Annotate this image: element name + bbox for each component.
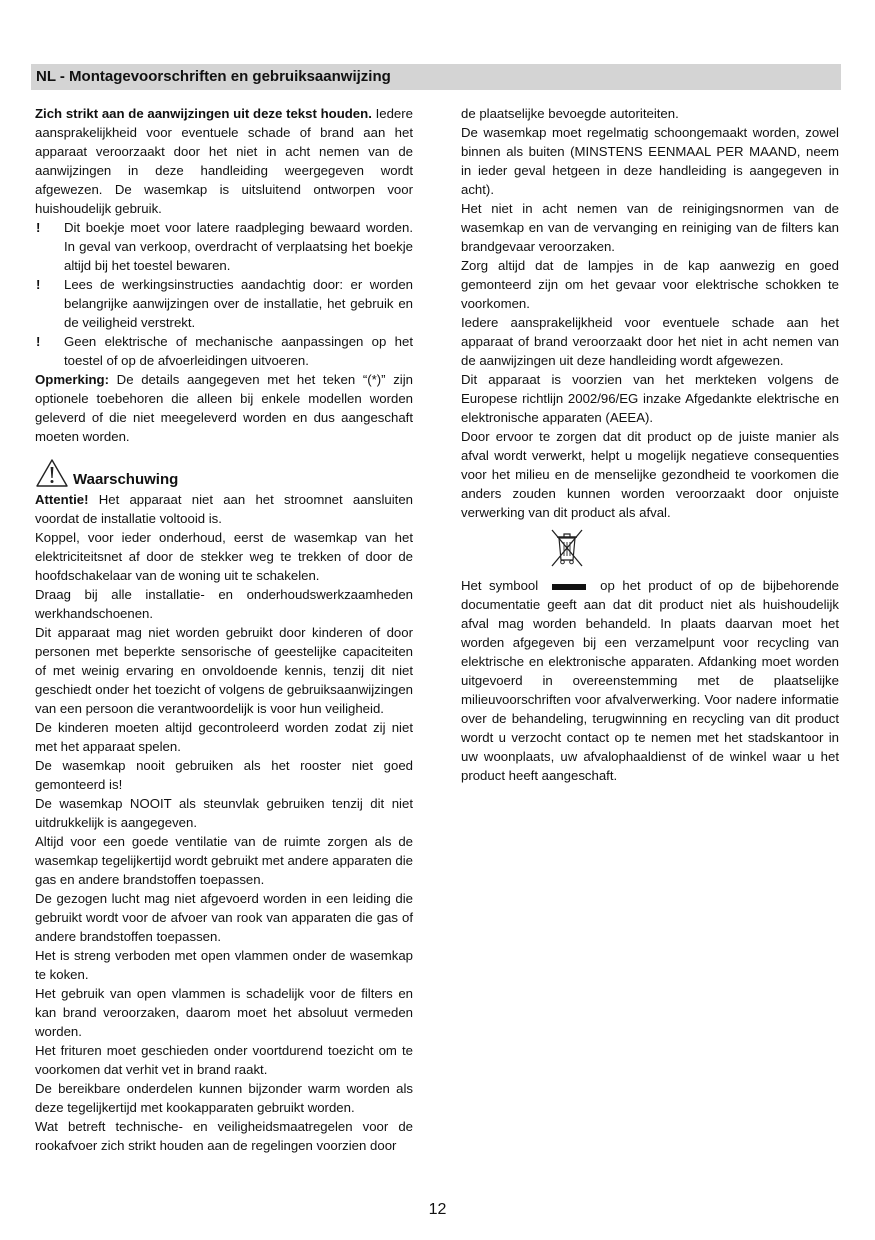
intro-bold: Zich strikt aan de aanwijzingen uit deze tekst houden. <box>35 106 372 121</box>
page-number: 12 <box>428 1201 447 1218</box>
paragraph: Zorg altijd dat de lampjes in de kap aanwezig en goed gemonteerd zijn om het gevaar voor elektrische schokken te voorkomen. <box>461 258 839 311</box>
paragraph: Dit apparaat is voorzien van het merkteken volgens de Europese richtlijn 2002/96/EG inzake Afgedankte elektrische en elektronische apparaten (AEEA). <box>461 372 839 425</box>
bullet-text: Dit boekje moet voor latere raadpleging bewaard worden. In geval van verkoop, overdracht of verplaatsing het boekje altijd bij het toestel bewaren. <box>64 220 413 273</box>
right-column <box>461 104 839 785</box>
paragraph: De wasemkap nooit gebruiken als het rooster niet goed gemonteerd is! <box>35 758 413 792</box>
paragraph: De wasemkap moet regelmatig schoongemaakt worden, zowel binnen als buiten (MINSTENS EENMAAL PER MAAND, neem in ieder geval hetgeen in deze handleiding is aangegeven in acht). <box>461 125 839 197</box>
paragraph: Altijd voor een goede ventilatie van de ruimte zorgen als de wasemkap tegelijkertijd wordt gebruikt met andere apparaten die gas en andere brandstoffen toepassen. <box>35 834 413 887</box>
black-bar-symbol-icon <box>552 584 586 590</box>
paragraph: Koppel, voor ieder onderhoud, eerst de wasemkap van het elektriciteitsnet af door de stekker weg te trekken of door de hoofdschakelaar van de woning uit te schakelen. <box>35 530 413 583</box>
bullet-item <box>35 218 413 275</box>
paragraph: Het frituren moet geschieden onder voortdurend toezicht om te voorkomen dat verhit vet in brand raakt. <box>35 1043 413 1077</box>
paragraph: De gezogen lucht mag niet afgevoerd worden in een leiding die gebruikt wordt voor de afvoer van rook van apparaten die gas of andere brandstoffen toepassen. <box>35 891 413 944</box>
paragraph: De kinderen moeten altijd gecontroleerd worden zodat zij niet met het apparaat spelen. <box>35 720 413 754</box>
symbol-text-after: op het product of op de bijbehorende documentatie geeft aan dat dit product niet als huishoudelijk afval mag worden behandeld. In plaats daarvan moet het worden afgegeven bij een verzamelpunt voor recycling van elektrische en elektronische apparaten. Afdanking moet worden uitgevoerd in overeenstemming met de plaatselijke milieuvoorschriften voor afvalverwerking. Voor nadere informatie over de behandeling, terugwinning en recycling van dit product wordt u verzocht contact op te nemen met het stadskantoor in uw woonplaats, uw afvalophaaldienst of de winkel waar u het product heeft aangeschaft. <box>461 578 839 783</box>
paragraph: Wat betreft technische- en veiligheidsmaatregelen voor de rookafvoer zich strikt houden aan de regelingen voorzien door <box>35 1119 413 1153</box>
intro-paragraph <box>35 104 413 218</box>
bullet-item <box>35 275 413 332</box>
crossed-out-bin-icon <box>547 526 587 568</box>
bullet-text: Lees de werkingsinstructies aandachtig door: er worden belangrijke aanwijzingen over de installatie, het gebruik en de veiligheid verstrekt. <box>64 277 413 330</box>
paragraph: De wasemkap NOOIT als steunvlak gebruiken tenzij dit niet uitdrukkelijk is aangegeven. <box>35 796 413 830</box>
paragraph: Iedere aansprakelijkheid voor eventuele schade aan het apparaat of brand veroorzaakt door het niet in acht nemen van de aanwijzingen uit deze handleiding wordt afgewezen. <box>461 315 839 368</box>
bullet-item <box>35 332 413 370</box>
paragraph: De bereikbare onderdelen kunnen bijzonder warm worden als deze tegelijkertijd met kookapparaten gebruikt worden. <box>35 1081 413 1115</box>
attention-paragraph <box>35 490 413 528</box>
paragraph: Het gebruik van open vlammen is schadelijk voor de filters en kan brand veroorzaken, daarom moet het absoluut vermeden worden. <box>35 986 413 1039</box>
warning-heading <box>35 458 413 490</box>
warning-title: Waarschuwing <box>73 471 179 488</box>
remark-label: Opmerking: <box>35 372 110 387</box>
paragraph: Het niet in acht nemen van de reinigingsnormen van de wasemkap en van de vervanging en reiniging van de filters kan brandgevaar veroorzaken. <box>461 201 839 254</box>
symbol-paragraph <box>461 576 839 785</box>
bullet-mark: ! <box>36 334 41 349</box>
symbol-text-before: Het symbool <box>461 578 539 593</box>
warning-triangle-icon <box>35 458 69 488</box>
paragraph: de plaatselijke bevoegde autoriteiten. <box>461 106 679 121</box>
bullet-mark: ! <box>36 277 41 292</box>
section-title: NL - Montagevoorschriften en gebruiksaanwijzing <box>36 68 391 85</box>
bullet-mark: ! <box>36 220 41 235</box>
section-header <box>31 64 841 90</box>
left-column <box>35 104 413 1155</box>
bullet-text: Geen elektrische of mechanische aanpassingen op het toestel of op de afvoerleidingen uitvoeren. <box>64 334 413 368</box>
paragraph: Dit apparaat mag niet worden gebruikt door kinderen of door personen met beperkte sensorische of geestelijke capaciteiten of met weinig ervaring en onvoldoende kennis, tenzij dit niet geschiedt onder het toezicht of volgens de gebruiksaanwijzingen van een persoon die verantwoordelijk is voor hun veiligheid. <box>35 625 413 716</box>
attention-text: Het apparaat niet aan het stroomnet aansluiten voordat de installatie voltooid is. <box>35 492 413 526</box>
attention-label: Attentie! <box>35 492 89 507</box>
paragraph: Door ervoor te zorgen dat dit product op de juiste manier als afval wordt verwerkt, helpt u mogelijk negatieve consequenties voor het milieu en de menselijke gezondheid te voorkomen die anders zouden kunnen worden veroorzaakt door onjuiste verwerking van dit product als afval. <box>461 429 839 520</box>
remark-paragraph <box>35 370 413 446</box>
remark-text: De details aangegeven met het teken “(*)” zijn optionele toebehoren die alleen bij enkele modellen worden geleverd of die niet meegeleverd worden en dus aangeschaft moeten worden. <box>35 372 413 444</box>
paragraph: Draag bij alle installatie- en onderhoudswerkzaamheden werkhandschoenen. <box>35 587 413 621</box>
weee-symbol-block <box>461 526 839 570</box>
paragraph: Het is streng verboden met open vlammen onder de wasemkap te koken. <box>35 948 413 982</box>
intro-text: Iedere aansprakelijkheid voor eventuele schade of brand aan het apparaat veroorzaakt door het niet in acht nemen van de aanwijzingen in deze handleiding weergegeven wordt afgewezen. De wasemkap is uitsluitend ontworpen voor huishoudelijk gebruik. <box>35 106 413 216</box>
